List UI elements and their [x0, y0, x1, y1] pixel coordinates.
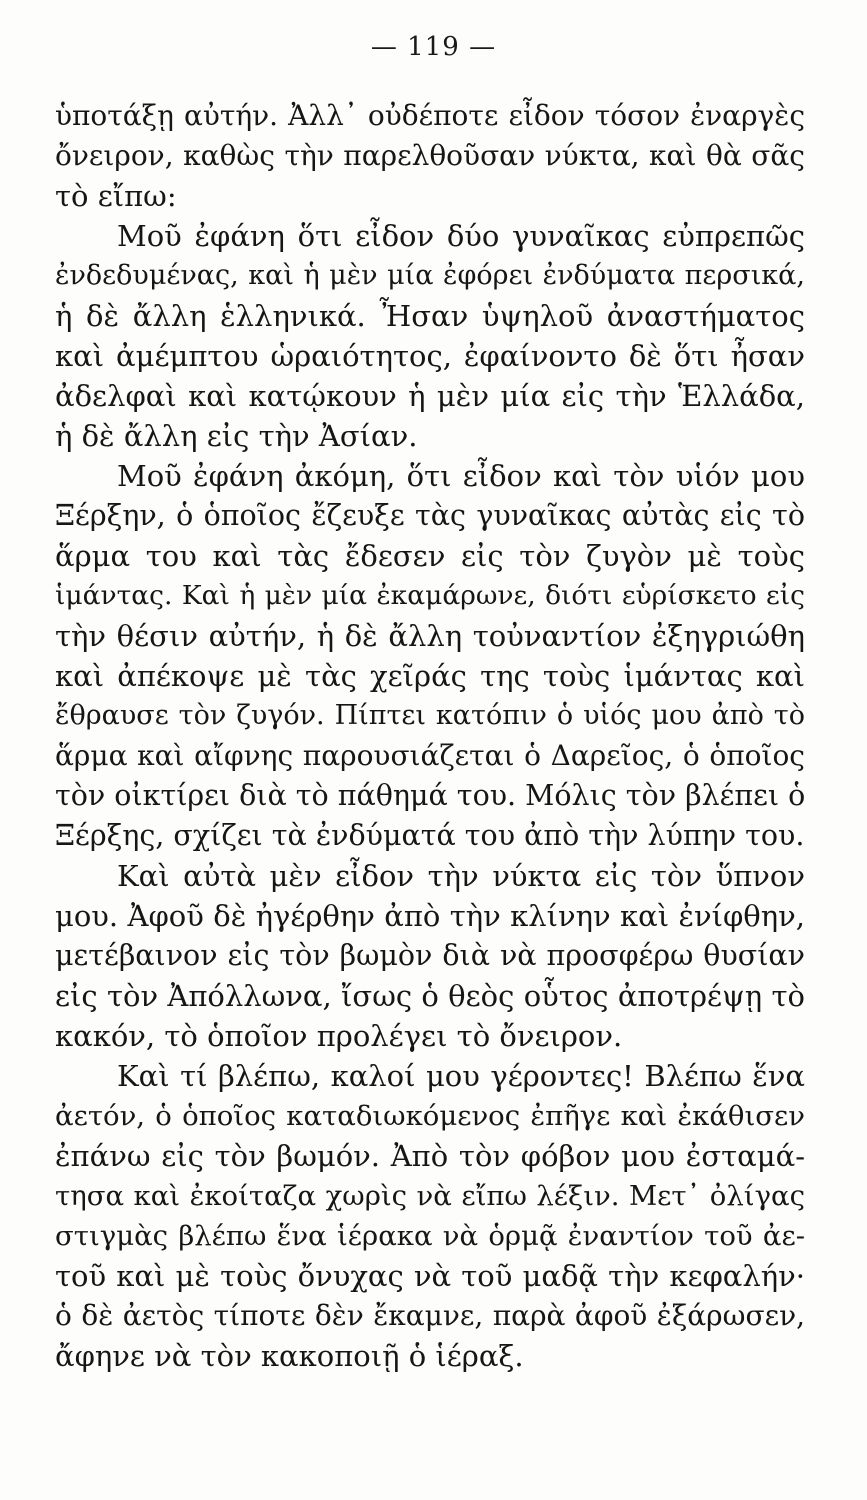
text-line: ἅρμα καὶ αἴφνης παρουσιάζεται ὁ Δαρεῖος, ὁ ὁποῖος — [55, 739, 805, 772]
text-line: ἱμάντας. Καὶ ἡ μὲν μία ἐκαμάρωνε, διότι εὑρίσκετο εἰς — [55, 580, 805, 611]
text-line: τοῦ καὶ μὲ τοὺς ὄνυχας νὰ τοῦ μαδᾷ τὴν κεφαλήν· — [55, 1259, 805, 1293]
text-line: Καὶ αὐτὰ μὲν εἶδον τὴν νύκτα εἰς τὸν ὕπνον — [117, 859, 805, 893]
text-line: ἀετόν, ὁ ὁποῖος καταδιωκόμενος ἐπῆγε καὶ ἐκάθισεν — [55, 1100, 805, 1132]
text-line: τησα καὶ ἐκοίταζα χωρὶς νὰ εἴπω λέξιν. Μετ᾽ ὀλίγας — [55, 1180, 805, 1212]
text-line: μετέβαινον εἰς τὸν βωμὸν διὰ νὰ προσφέρω θυσίαν — [55, 939, 805, 972]
text-line: ἄφηνε νὰ τὸν κακοποιῇ ὁ ἱέραξ. — [55, 1339, 524, 1373]
text-line: καὶ ἀπέκοψε μὲ τὰς χεῖράς της τοὺς ἱμάντας καὶ — [55, 659, 805, 693]
text-line: ἀδελφαὶ καὶ κατῴκουν ἡ μὲν μία εἰς τὴν Ἑλλάδα, — [55, 379, 805, 413]
text-line: ὑποτάξῃ αὐτήν. Ἀλλ᾽ οὐδέποτε εἶδον τόσον ἐναργὲς — [55, 99, 805, 132]
text-line: Ξέρξην, ὁ ὁποῖος ἔζευξε τὰς γυναῖκας αὐτὰς εἰς τὸ — [55, 499, 805, 532]
text-line: τὸν οἰκτίρει διὰ τὸ πάθημά του. Μόλις τὸν βλέπει ὁ — [55, 779, 806, 812]
text-line: ὄνειρον, καθὼς τὴν παρελθοῦσαν νύκτα, καὶ θὰ σᾶς — [55, 139, 805, 172]
text-line: Μοῦ ἐφάνη ὅτι εἶδον δύο γυναῖκας εὐπρεπῶς — [117, 219, 805, 253]
text-line: στιγμὰς βλέπω ἕνα ἱέρακα νὰ ὁρμᾷ ἐναντίον τοῦ ἀε- — [55, 1220, 805, 1252]
text-line: μου. Ἀφοῦ δὲ ἠγέρθην ἀπὸ τὴν κλίνην καὶ ἐνίφθην, — [55, 899, 805, 933]
text-line: Ξέρξης, σχίζει τὰ ἐνδύματά του ἀπὸ τὴν λύπην του. — [55, 819, 805, 852]
text-line: ἐπάνω εἰς τὸν βωμόν. Ἀπὸ τὸν φόβον μου ἐσταμά- — [55, 1139, 805, 1173]
text-line: ἐνδεδυμένας, καὶ ἡ μὲν μία ἐφόρει ἐνδύματα περσικά, — [55, 260, 805, 291]
text-line: τὸ εἴπω: — [55, 179, 177, 213]
body-text — [55, 96, 805, 1376]
text-line: τὴν θέσιν αὐτήν, ἡ δὲ ἄλλη τοὐναντίον ἐξηγριώθη — [55, 619, 805, 653]
text-line: ἔθραυσε τὸν ζυγόν. Πίπτει κατόπιν ὁ υἱός μου ἀπὸ τὸ — [55, 700, 805, 731]
text-line: Μοῦ ἐφάνη ἀκόμη, ὅτι εἶδον καὶ τὸν υἱόν μου — [117, 459, 805, 493]
text-line: ἡ δὲ ἄλλη εἰς τὴν Ἀσίαν. — [55, 419, 418, 453]
text-line: ὁ δὲ ἀετὸς τίποτε δὲν ἔκαμνε, παρὰ ἀφοῦ ἐξάρωσεν, — [55, 1299, 805, 1332]
text-line: κακόν, τὸ ὁποῖον προλέγει τὸ ὄνειρον. — [55, 1019, 623, 1053]
text-line: ἡ δὲ ἄλλη ἑλληνικά. Ἦσαν ὑψηλοῦ ἀναστήματος — [55, 299, 805, 333]
text-line: εἰς τὸν Ἀπόλλωνα, ἴσως ὁ θεὸς οὗτος ἀποτρέψῃ τὸ — [55, 979, 805, 1013]
page-number: — 119 — — [370, 32, 497, 62]
text-line: καὶ ἀμέμπτου ὡραιότητος, ἐφαίνοντο δὲ ὅτι ἦσαν — [55, 339, 805, 373]
text-line: ἅρμα του καὶ τὰς ἔδεσεν εἰς τὸν ζυγὸν μὲ τοὺς — [55, 539, 805, 573]
text-line: Καὶ τί βλέπω, καλοί μου γέροντες! Βλέπω ἕνα — [117, 1059, 805, 1093]
